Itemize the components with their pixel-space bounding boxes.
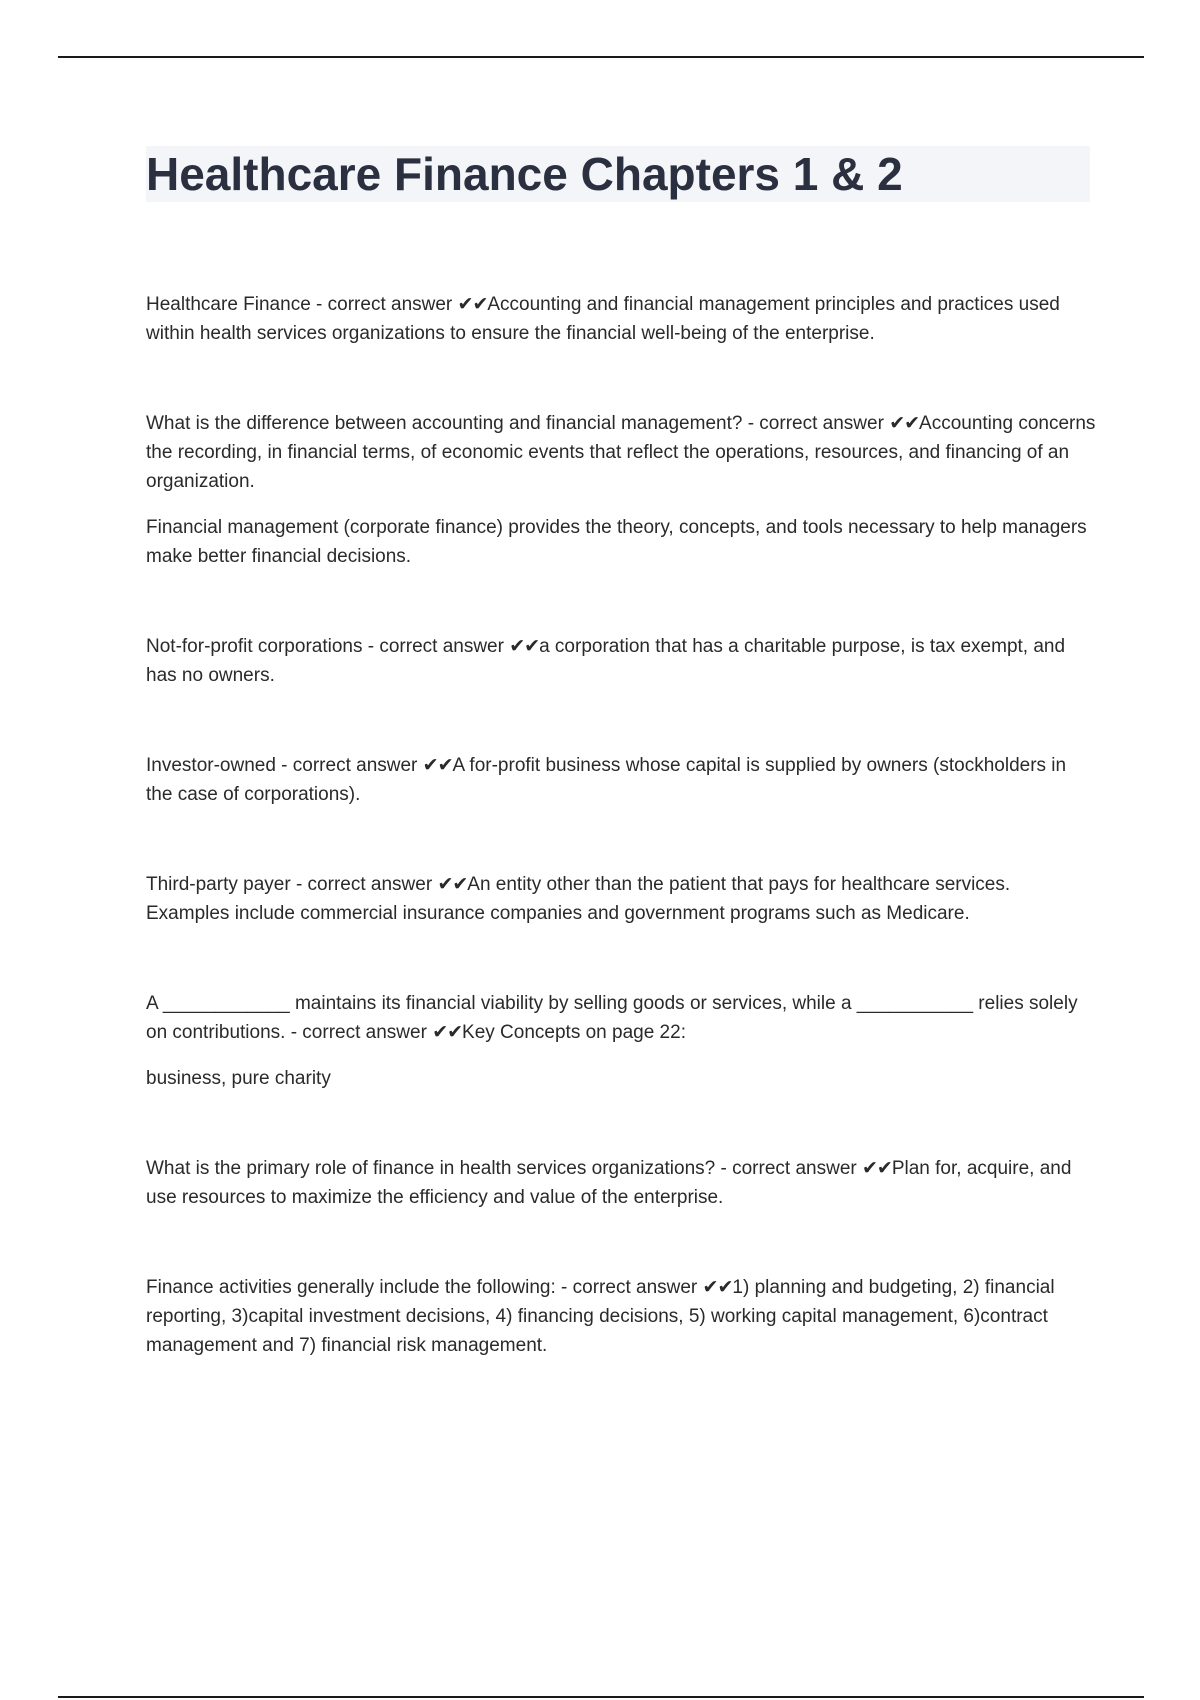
- double-check-icon: ✔✔: [702, 1277, 733, 1298]
- question-text: Not-for-profit corporations: [146, 636, 363, 657]
- double-check-icon: ✔✔: [437, 874, 468, 895]
- qa-first-line: [146, 290, 1096, 348]
- title-banner: [146, 146, 1090, 202]
- qa-first-line: [146, 989, 1096, 1047]
- answer-continuation: business, pure charity: [146, 1068, 331, 1089]
- separator-text: - correct answer: [275, 755, 423, 776]
- question-text: What is the difference between accounting and financial management?: [146, 413, 743, 434]
- answer-text: a corporation that has a charitable purpose, is tax exempt, and has no owners.: [146, 636, 1066, 686]
- separator-text: - correct answer: [290, 874, 438, 895]
- qa-list: [146, 290, 1096, 1360]
- qa-first-line: [146, 870, 1096, 928]
- double-check-icon: ✔✔: [862, 1158, 892, 1179]
- double-check-icon: ✔✔: [422, 755, 453, 776]
- double-check-icon: ✔✔: [432, 1022, 463, 1043]
- separator-text: - correct answer: [310, 294, 458, 315]
- page-title: Healthcare Finance Chapters 1 & 2: [146, 148, 903, 200]
- separator-text: - correct answer: [555, 1277, 703, 1298]
- question-text: Finance activities generally include the following:: [146, 1277, 556, 1298]
- answer-text: Accounting concerns the recording, in financial terms, of economic events that reflect the operations, resources, and financing of an organization.: [146, 413, 1096, 492]
- double-check-icon: ✔✔: [509, 636, 540, 657]
- double-check-icon: ✔✔: [457, 294, 488, 315]
- answer-text: Key Concepts on page 22:: [462, 1022, 686, 1043]
- answer-text: Accounting and financial management principles and practices used within health services organizations to ensure the financial well-being of the enterprise.: [146, 294, 1060, 344]
- question-text: Investor-owned: [146, 755, 276, 776]
- qa-first-line: [146, 1273, 1096, 1360]
- double-check-icon: ✔✔: [889, 413, 920, 434]
- answer-text: 1) planning and budgeting, 2) financial reporting, 3)capital investment decisions, 4) financing decisions, 5) working capital management, 6)contract management and 7) financial risk management.: [146, 1277, 1055, 1356]
- answer-text: A for-profit business whose capital is supplied by owners (stockholders in the case of corporations).: [146, 755, 1067, 805]
- qa-first-line: [146, 751, 1096, 809]
- question-text: Healthcare Finance: [146, 294, 311, 315]
- separator-text: - correct answer: [362, 636, 510, 657]
- qa-first-line: [146, 409, 1096, 496]
- qa-entry: [146, 870, 1096, 928]
- qa-entry: [146, 1273, 1096, 1360]
- answer-text: An entity other than the patient that pays for healthcare services. Examples include commercial insurance companies and government programs such as Medicare.: [146, 874, 1011, 924]
- question-text: What is the primary role of finance in health services organizations?: [146, 1158, 716, 1179]
- qa-entry: [146, 989, 1096, 1093]
- qa-entry: [146, 632, 1096, 690]
- qa-entry: [146, 751, 1096, 809]
- question-text: A ____________ maintains its financial viability by selling goods or services, while a ___________ relies solely on contributions.: [146, 993, 1078, 1043]
- qa-entry: [146, 290, 1096, 348]
- qa-entry: [146, 1154, 1096, 1212]
- qa-entry: [146, 409, 1096, 571]
- separator-text: - correct answer: [285, 1022, 433, 1043]
- separator-text: - correct answer: [742, 413, 890, 434]
- top-rule: [58, 56, 1144, 58]
- answer-text: Plan for, acquire, and use resources to maximize the efficiency and value of the enterprise.: [146, 1158, 1072, 1208]
- qa-first-line: [146, 1154, 1096, 1212]
- question-text: Third-party payer: [146, 874, 291, 895]
- separator-text: - correct answer: [715, 1158, 862, 1179]
- bottom-rule: [58, 1696, 1144, 1698]
- qa-first-line: [146, 632, 1096, 690]
- answer-continuation: Financial management (corporate finance) provides the theory, concepts, and tools necessary to help managers make better financial decisions.: [146, 517, 1087, 567]
